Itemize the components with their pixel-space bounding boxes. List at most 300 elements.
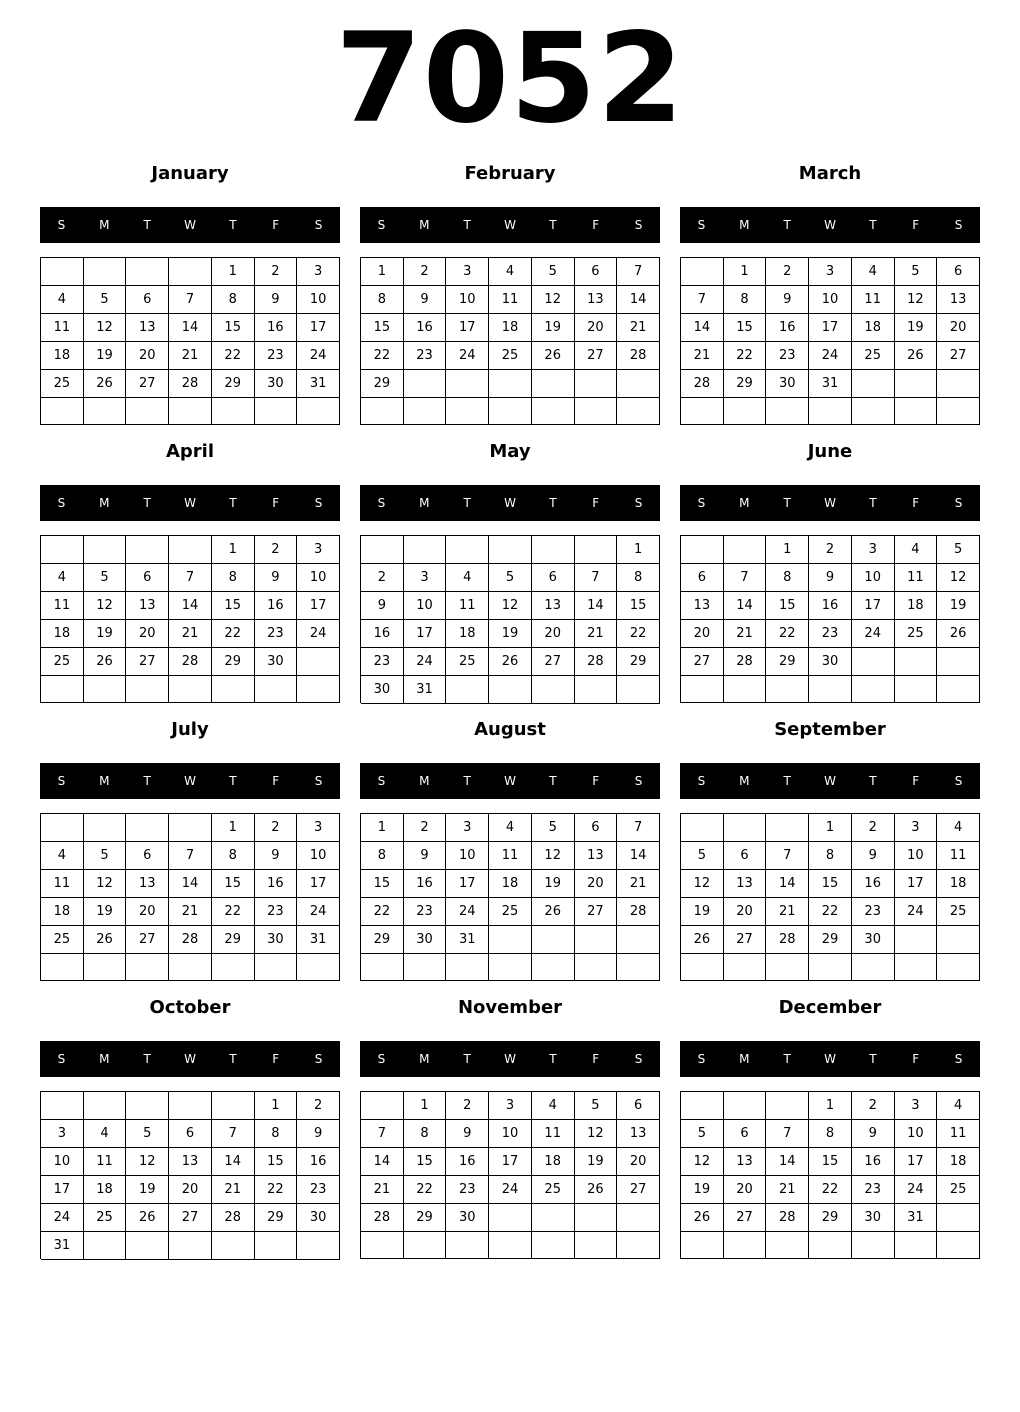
day-cell: 5 xyxy=(126,1120,169,1148)
day-cell: 18 xyxy=(446,620,489,648)
month-name: December xyxy=(778,997,882,1018)
empty-cell xyxy=(212,1232,255,1260)
empty-cell xyxy=(937,648,980,676)
empty-cell xyxy=(681,398,724,425)
day-cell: 27 xyxy=(681,648,724,676)
day-cell: 26 xyxy=(937,620,980,648)
day-cell: 28 xyxy=(766,926,809,954)
empty-cell xyxy=(41,1092,84,1120)
day-cell: 18 xyxy=(937,1148,980,1176)
day-cell: 6 xyxy=(575,814,618,842)
empty-cell xyxy=(681,676,724,703)
empty-cell xyxy=(126,1232,169,1260)
weekday-label: T xyxy=(549,1052,557,1066)
empty-cell xyxy=(84,398,127,425)
day-cell: 7 xyxy=(766,1120,809,1148)
day-cell: 28 xyxy=(169,370,212,398)
empty-cell xyxy=(575,1232,618,1259)
day-cell: 7 xyxy=(169,286,212,314)
day-cell: 25 xyxy=(895,620,938,648)
day-cell: 10 xyxy=(297,564,340,592)
day-cell: 30 xyxy=(361,676,404,704)
day-cell: 27 xyxy=(126,370,169,398)
day-cell: 12 xyxy=(126,1148,169,1176)
day-cell: 1 xyxy=(212,536,255,564)
day-cell: 6 xyxy=(617,1092,660,1120)
empty-cell xyxy=(297,1232,340,1260)
day-cell: 30 xyxy=(852,1204,895,1232)
weekday-label: S xyxy=(377,774,386,788)
day-cell: 5 xyxy=(681,842,724,870)
day-cell: 29 xyxy=(361,926,404,954)
empty-cell xyxy=(617,926,660,954)
weekday-label: T xyxy=(143,218,151,232)
day-cell: 30 xyxy=(255,926,298,954)
day-cell: 1 xyxy=(255,1092,298,1120)
empty-cell xyxy=(617,954,660,981)
weekday-label: T xyxy=(783,1052,791,1066)
day-cell: 11 xyxy=(532,1120,575,1148)
day-cell: 22 xyxy=(766,620,809,648)
weekday-label: S xyxy=(697,218,706,232)
weekday-label: T xyxy=(869,496,877,510)
day-cell: 23 xyxy=(852,898,895,926)
empty-cell xyxy=(852,648,895,676)
day-cell: 15 xyxy=(766,592,809,620)
day-cell: 16 xyxy=(255,314,298,342)
day-cell: 20 xyxy=(126,342,169,370)
day-cell: 25 xyxy=(41,370,84,398)
day-cell: 29 xyxy=(724,370,767,398)
weekday-label: S xyxy=(377,1052,386,1066)
day-cell: 18 xyxy=(852,314,895,342)
day-cell: 24 xyxy=(852,620,895,648)
empty-cell xyxy=(681,1092,724,1120)
day-cell: 27 xyxy=(532,648,575,676)
day-cell: 5 xyxy=(895,258,938,286)
day-cell: 8 xyxy=(809,1120,852,1148)
empty-cell xyxy=(852,398,895,425)
day-cell: 25 xyxy=(532,1176,575,1204)
day-cell: 10 xyxy=(489,1120,532,1148)
weekday-label: S xyxy=(954,218,963,232)
day-cell: 24 xyxy=(446,342,489,370)
day-cell: 29 xyxy=(361,370,404,398)
empty-cell xyxy=(617,398,660,425)
day-cell: 25 xyxy=(489,342,532,370)
day-cell: 1 xyxy=(404,1092,447,1120)
day-grid xyxy=(360,1091,660,1259)
empty-cell xyxy=(446,954,489,981)
day-cell: 14 xyxy=(169,314,212,342)
day-cell: 12 xyxy=(532,842,575,870)
empty-cell xyxy=(446,370,489,398)
day-cell: 25 xyxy=(489,898,532,926)
day-cell: 5 xyxy=(937,536,980,564)
empty-cell xyxy=(255,1232,298,1260)
day-cell: 15 xyxy=(212,592,255,620)
day-grid xyxy=(680,1091,980,1259)
empty-cell xyxy=(489,398,532,425)
weekday-label: S xyxy=(57,774,66,788)
day-cell: 3 xyxy=(895,1092,938,1120)
day-cell: 2 xyxy=(852,814,895,842)
day-cell: 9 xyxy=(255,564,298,592)
weekday-label: F xyxy=(272,1052,280,1066)
day-cell: 23 xyxy=(809,620,852,648)
day-cell: 27 xyxy=(575,898,618,926)
day-cell: 19 xyxy=(681,898,724,926)
day-cell: 7 xyxy=(681,286,724,314)
day-cell: 30 xyxy=(809,648,852,676)
day-cell: 22 xyxy=(809,898,852,926)
empty-cell xyxy=(361,398,404,425)
empty-cell xyxy=(724,676,767,703)
empty-cell xyxy=(809,954,852,981)
empty-cell xyxy=(404,536,447,564)
empty-cell xyxy=(489,536,532,564)
day-cell: 4 xyxy=(489,258,532,286)
weekday-label: T xyxy=(229,1052,237,1066)
day-cell: 16 xyxy=(404,314,447,342)
day-cell: 20 xyxy=(126,620,169,648)
day-cell: 9 xyxy=(361,592,404,620)
day-cell: 12 xyxy=(84,314,127,342)
day-cell: 24 xyxy=(41,1204,84,1232)
empty-cell xyxy=(766,954,809,981)
day-cell: 13 xyxy=(681,592,724,620)
day-cell: 15 xyxy=(404,1148,447,1176)
weekday-label: F xyxy=(272,774,280,788)
day-cell: 2 xyxy=(404,258,447,286)
day-cell: 23 xyxy=(255,342,298,370)
day-cell: 22 xyxy=(212,620,255,648)
day-cell: 26 xyxy=(532,342,575,370)
empty-cell xyxy=(126,954,169,981)
empty-cell xyxy=(126,1092,169,1120)
day-cell: 13 xyxy=(126,592,169,620)
empty-cell xyxy=(575,536,618,564)
day-cell: 9 xyxy=(297,1120,340,1148)
day-cell: 17 xyxy=(404,620,447,648)
weekday-label: S xyxy=(57,496,66,510)
empty-cell xyxy=(169,258,212,286)
day-cell: 10 xyxy=(895,1120,938,1148)
day-cell: 28 xyxy=(361,1204,404,1232)
day-cell: 1 xyxy=(766,536,809,564)
day-cell: 14 xyxy=(212,1148,255,1176)
day-cell: 27 xyxy=(617,1176,660,1204)
day-cell: 23 xyxy=(361,648,404,676)
weekday-label: S xyxy=(697,774,706,788)
month-name: November xyxy=(457,997,563,1018)
day-cell: 27 xyxy=(937,342,980,370)
empty-cell xyxy=(41,536,84,564)
day-cell: 8 xyxy=(361,842,404,870)
day-cell: 12 xyxy=(681,870,724,898)
day-cell: 15 xyxy=(809,870,852,898)
day-cell: 14 xyxy=(169,592,212,620)
empty-cell xyxy=(532,536,575,564)
empty-cell xyxy=(575,1204,618,1232)
day-cell: 16 xyxy=(809,592,852,620)
empty-cell xyxy=(532,1204,575,1232)
weekday-label: S xyxy=(314,774,323,788)
day-cell: 28 xyxy=(724,648,767,676)
day-cell: 21 xyxy=(766,1176,809,1204)
day-cell: 28 xyxy=(681,370,724,398)
day-cell: 27 xyxy=(126,926,169,954)
empty-cell xyxy=(575,398,618,425)
month-name: July xyxy=(171,719,209,740)
empty-cell xyxy=(532,954,575,981)
empty-cell xyxy=(937,1204,980,1232)
empty-cell xyxy=(84,1092,127,1120)
day-cell: 23 xyxy=(404,898,447,926)
weekday-label: T xyxy=(869,218,877,232)
day-cell: 31 xyxy=(809,370,852,398)
day-cell: 21 xyxy=(617,870,660,898)
day-cell: 14 xyxy=(575,592,618,620)
day-grid xyxy=(360,535,660,703)
day-cell: 8 xyxy=(617,564,660,592)
day-cell: 9 xyxy=(852,1120,895,1148)
day-cell: 8 xyxy=(766,564,809,592)
empty-cell xyxy=(617,370,660,398)
day-cell: 11 xyxy=(937,1120,980,1148)
empty-cell xyxy=(169,398,212,425)
day-cell: 22 xyxy=(255,1176,298,1204)
day-cell: 3 xyxy=(297,814,340,842)
day-cell: 24 xyxy=(895,1176,938,1204)
empty-cell xyxy=(446,536,489,564)
weekday-label: T xyxy=(229,774,237,788)
day-cell: 19 xyxy=(84,342,127,370)
day-cell: 15 xyxy=(212,314,255,342)
empty-cell xyxy=(212,398,255,425)
day-cell: 18 xyxy=(489,314,532,342)
day-cell: 17 xyxy=(489,1148,532,1176)
month-name: October xyxy=(149,997,231,1018)
day-cell: 4 xyxy=(937,814,980,842)
empty-cell xyxy=(126,814,169,842)
day-cell: 4 xyxy=(41,842,84,870)
day-cell: 4 xyxy=(41,564,84,592)
empty-cell xyxy=(532,1232,575,1259)
day-cell: 18 xyxy=(489,870,532,898)
day-cell: 23 xyxy=(297,1176,340,1204)
empty-cell xyxy=(766,814,809,842)
day-cell: 5 xyxy=(84,564,127,592)
day-cell: 16 xyxy=(766,314,809,342)
empty-cell xyxy=(212,954,255,981)
day-cell: 21 xyxy=(169,342,212,370)
empty-cell xyxy=(681,1232,724,1259)
day-cell: 19 xyxy=(84,620,127,648)
day-cell: 18 xyxy=(84,1176,127,1204)
day-cell: 22 xyxy=(212,898,255,926)
day-cell: 18 xyxy=(532,1148,575,1176)
day-cell: 29 xyxy=(617,648,660,676)
weekday-label: M xyxy=(99,218,110,232)
day-cell: 19 xyxy=(895,314,938,342)
day-cell: 6 xyxy=(169,1120,212,1148)
empty-cell xyxy=(937,398,980,425)
day-cell: 11 xyxy=(446,592,489,620)
empty-cell xyxy=(532,370,575,398)
day-cell: 16 xyxy=(852,1148,895,1176)
empty-cell xyxy=(446,676,489,704)
day-cell: 7 xyxy=(617,258,660,286)
day-cell: 22 xyxy=(724,342,767,370)
weekday-header xyxy=(680,763,980,799)
day-cell: 14 xyxy=(724,592,767,620)
weekday-label: W xyxy=(184,218,196,232)
day-cell: 11 xyxy=(41,592,84,620)
empty-cell xyxy=(84,814,127,842)
day-cell: 11 xyxy=(489,286,532,314)
day-cell: 27 xyxy=(724,926,767,954)
day-cell: 18 xyxy=(41,342,84,370)
weekday-label: S xyxy=(634,1052,643,1066)
empty-cell xyxy=(404,954,447,981)
day-grid xyxy=(360,813,660,981)
day-cell: 14 xyxy=(169,870,212,898)
day-cell: 27 xyxy=(724,1204,767,1232)
day-grid xyxy=(680,535,980,703)
empty-cell xyxy=(575,954,618,981)
weekday-label: F xyxy=(592,218,600,232)
empty-cell xyxy=(617,1232,660,1259)
empty-cell xyxy=(937,1232,980,1259)
empty-cell xyxy=(404,370,447,398)
weekday-label: M xyxy=(419,496,430,510)
day-cell: 27 xyxy=(126,648,169,676)
day-cell: 28 xyxy=(169,648,212,676)
empty-cell xyxy=(852,676,895,703)
day-cell: 8 xyxy=(809,842,852,870)
day-cell: 26 xyxy=(681,1204,724,1232)
day-cell: 29 xyxy=(809,926,852,954)
empty-cell xyxy=(724,536,767,564)
empty-cell xyxy=(895,398,938,425)
weekday-label: F xyxy=(272,218,280,232)
day-cell: 29 xyxy=(212,648,255,676)
day-cell: 5 xyxy=(532,258,575,286)
day-cell: 4 xyxy=(84,1120,127,1148)
weekday-label: F xyxy=(912,1052,920,1066)
day-cell: 14 xyxy=(766,1148,809,1176)
day-cell: 4 xyxy=(852,258,895,286)
month-name: September xyxy=(774,719,886,740)
day-grid xyxy=(40,257,340,425)
weekday-label: M xyxy=(739,218,750,232)
day-cell: 1 xyxy=(212,814,255,842)
weekday-label: T xyxy=(549,774,557,788)
day-cell: 7 xyxy=(575,564,618,592)
weekday-label: T xyxy=(783,774,791,788)
day-cell: 7 xyxy=(361,1120,404,1148)
day-cell: 13 xyxy=(575,842,618,870)
day-cell: 20 xyxy=(169,1176,212,1204)
empty-cell xyxy=(84,954,127,981)
day-cell: 8 xyxy=(212,286,255,314)
day-cell: 4 xyxy=(937,1092,980,1120)
day-cell: 13 xyxy=(724,1148,767,1176)
day-cell: 11 xyxy=(852,286,895,314)
day-cell: 19 xyxy=(937,592,980,620)
empty-cell xyxy=(766,398,809,425)
day-cell: 3 xyxy=(446,814,489,842)
day-cell: 8 xyxy=(724,286,767,314)
day-cell: 1 xyxy=(809,814,852,842)
day-cell: 3 xyxy=(809,258,852,286)
day-cell: 19 xyxy=(681,1176,724,1204)
empty-cell xyxy=(895,926,938,954)
weekday-header xyxy=(680,485,980,521)
empty-cell xyxy=(852,1232,895,1259)
day-cell: 9 xyxy=(255,842,298,870)
day-cell: 9 xyxy=(255,286,298,314)
day-cell: 12 xyxy=(489,592,532,620)
day-cell: 17 xyxy=(895,870,938,898)
weekday-label: W xyxy=(504,774,516,788)
day-cell: 7 xyxy=(724,564,767,592)
day-cell: 26 xyxy=(84,648,127,676)
day-cell: 7 xyxy=(617,814,660,842)
day-cell: 1 xyxy=(724,258,767,286)
day-cell: 27 xyxy=(575,342,618,370)
empty-cell xyxy=(41,258,84,286)
day-cell: 6 xyxy=(724,842,767,870)
day-cell: 28 xyxy=(212,1204,255,1232)
weekday-label: S xyxy=(634,218,643,232)
day-cell: 15 xyxy=(617,592,660,620)
empty-cell xyxy=(404,398,447,425)
day-cell: 1 xyxy=(212,258,255,286)
weekday-label: W xyxy=(504,1052,516,1066)
day-cell: 20 xyxy=(575,314,618,342)
day-cell: 21 xyxy=(212,1176,255,1204)
day-cell: 2 xyxy=(809,536,852,564)
day-cell: 23 xyxy=(766,342,809,370)
day-cell: 24 xyxy=(446,898,489,926)
empty-cell xyxy=(126,676,169,703)
day-cell: 30 xyxy=(852,926,895,954)
empty-cell xyxy=(361,1092,404,1120)
day-cell: 24 xyxy=(809,342,852,370)
weekday-label: F xyxy=(592,1052,600,1066)
day-cell: 25 xyxy=(84,1204,127,1232)
day-cell: 7 xyxy=(169,564,212,592)
day-cell: 13 xyxy=(617,1120,660,1148)
empty-cell xyxy=(41,814,84,842)
day-cell: 5 xyxy=(489,564,532,592)
day-cell: 22 xyxy=(404,1176,447,1204)
day-cell: 26 xyxy=(489,648,532,676)
day-cell: 10 xyxy=(41,1148,84,1176)
weekday-header xyxy=(40,207,340,243)
day-cell: 4 xyxy=(41,286,84,314)
empty-cell xyxy=(126,258,169,286)
day-cell: 11 xyxy=(937,842,980,870)
empty-cell xyxy=(84,1232,127,1260)
day-cell: 22 xyxy=(361,898,404,926)
day-cell: 21 xyxy=(169,620,212,648)
day-cell: 10 xyxy=(852,564,895,592)
empty-cell xyxy=(937,954,980,981)
day-cell: 31 xyxy=(895,1204,938,1232)
